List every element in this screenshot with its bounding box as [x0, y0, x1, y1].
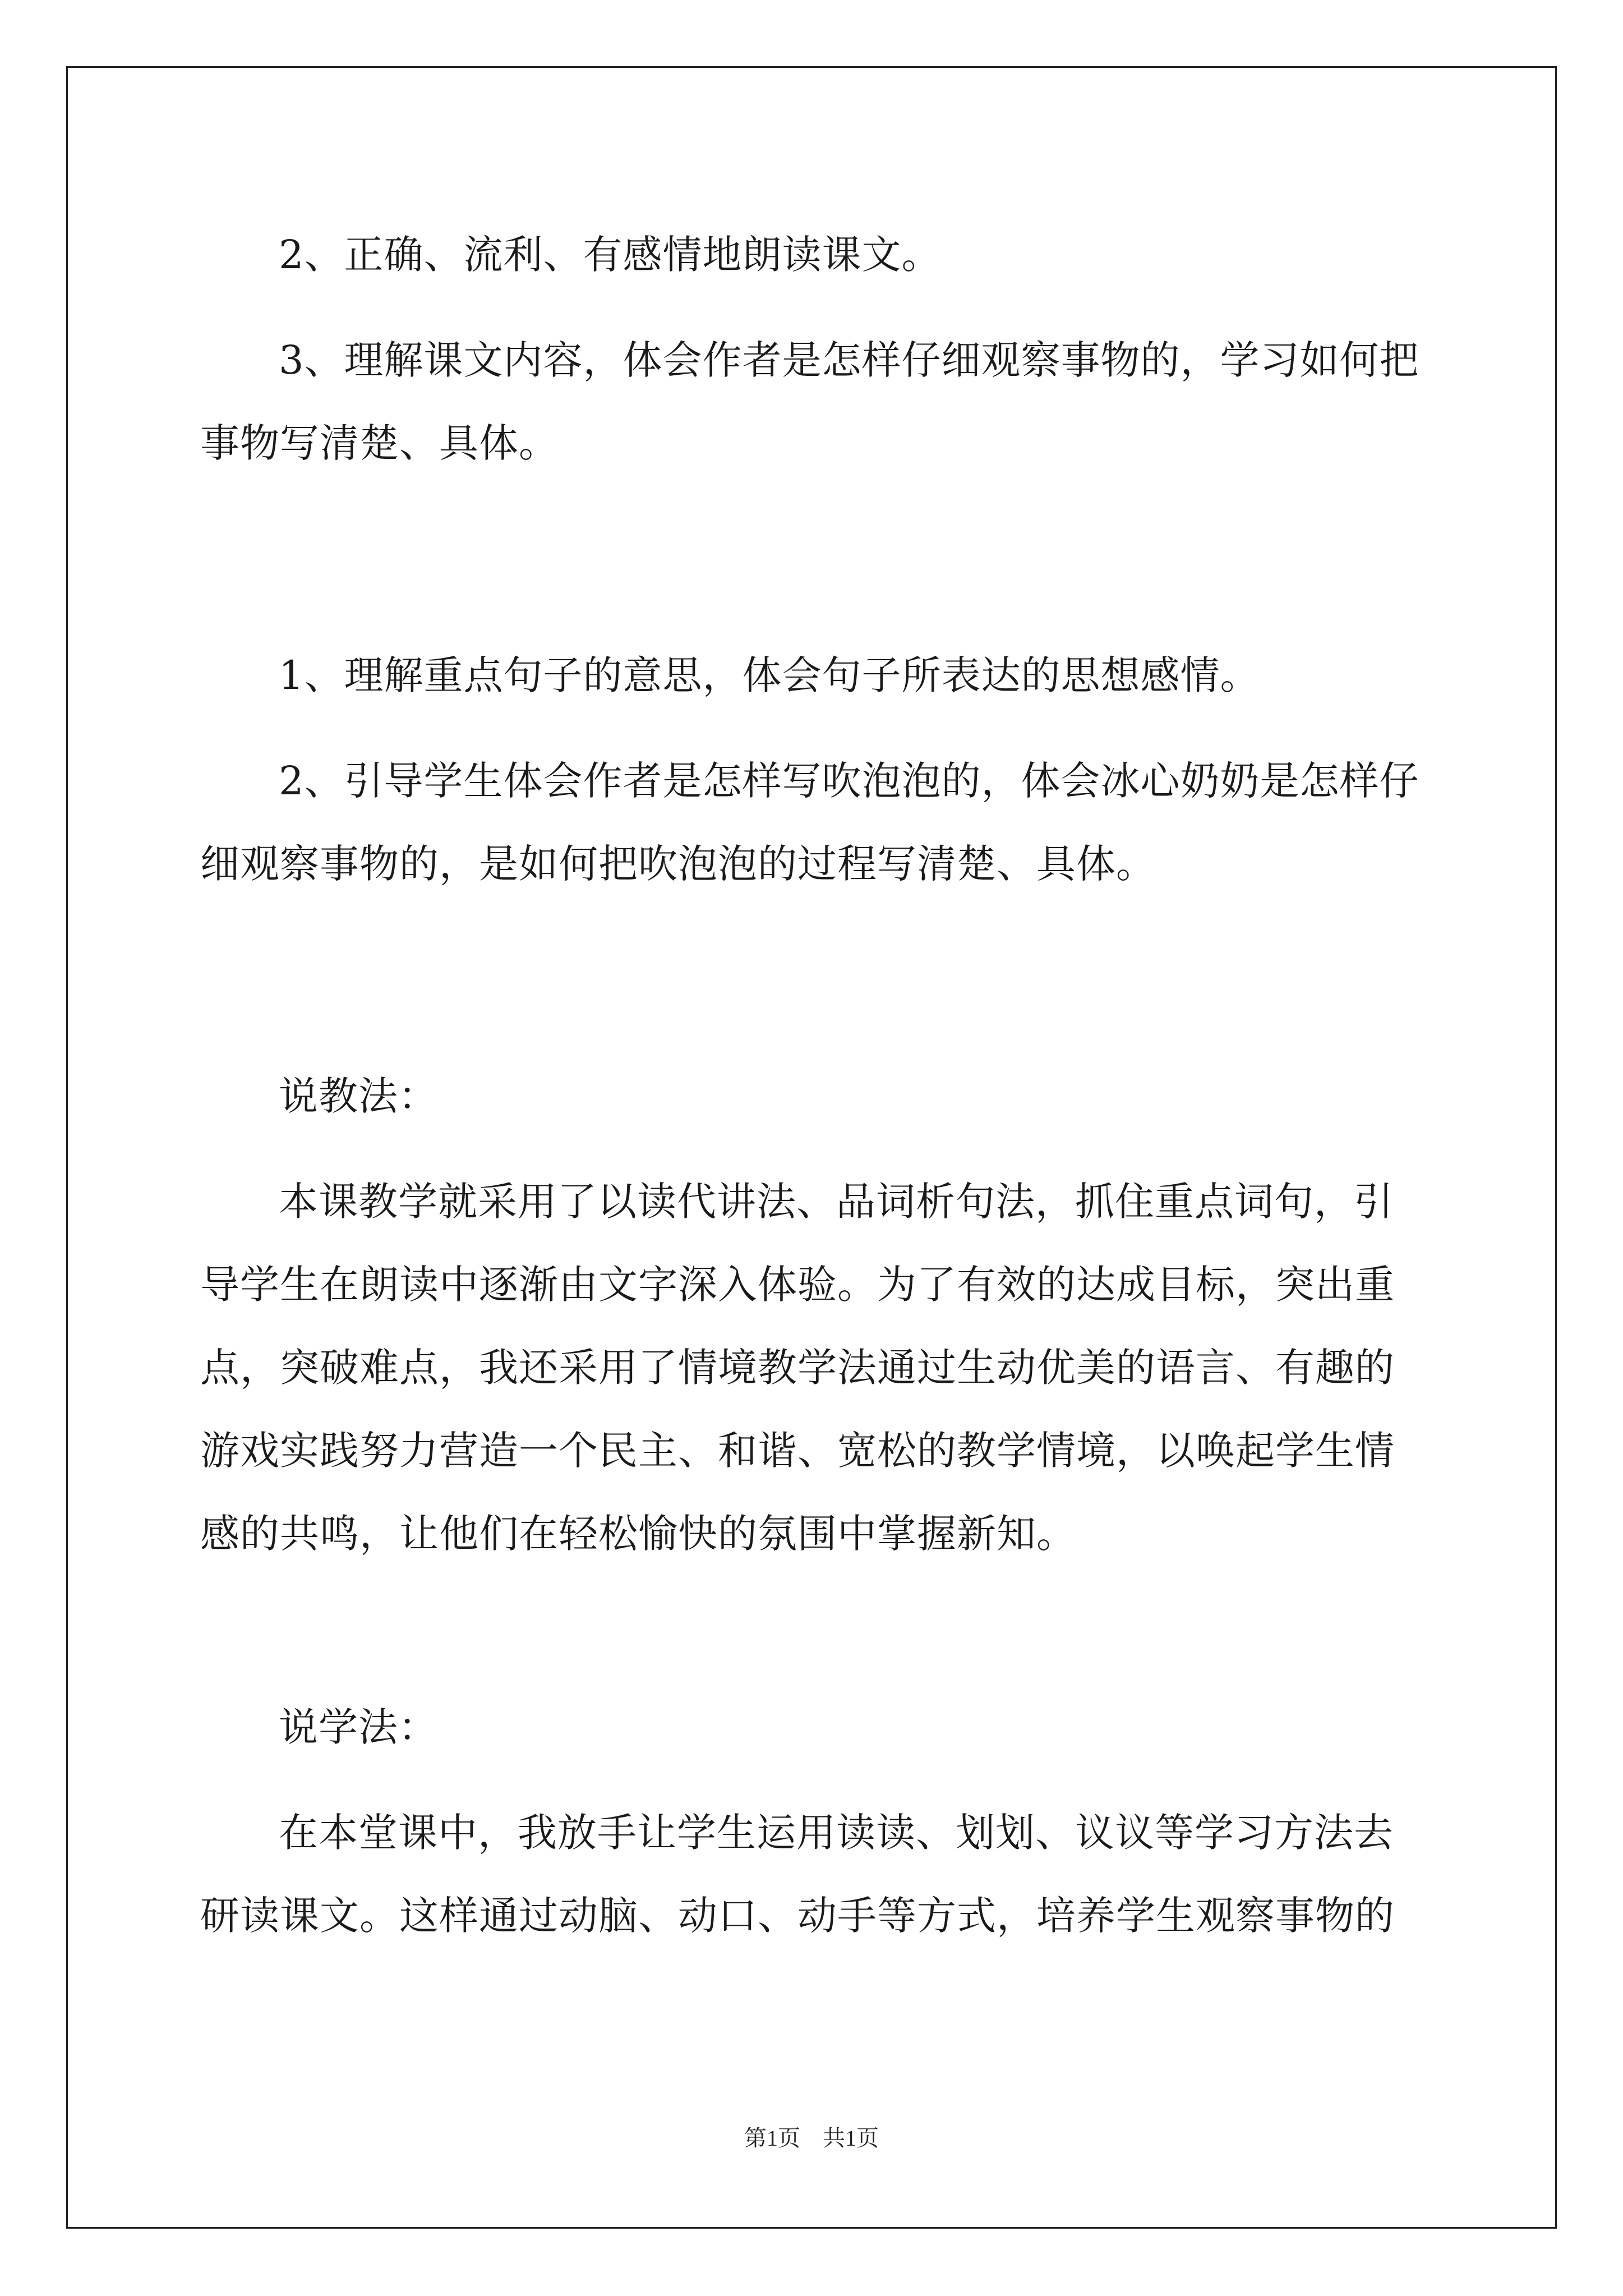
- text-line: 游戏实践努力营造一个民主、和谐、宽松的教学情境，以唤起学生情: [200, 1428, 1395, 1474]
- section-heading-teaching-method: [200, 1055, 1434, 1138]
- text-line: 研读课文。这样通过动脑、动口、动手等方式，培养学生观察事物的: [200, 1893, 1395, 1939]
- text-line: 2、正确、流利、有感情地朗读课文。: [279, 232, 942, 278]
- text-line: 感的共鸣，让他们在轻松愉快的氛围中掌握新知。: [200, 1511, 1076, 1557]
- text-line: 本课教学就采用了以读代讲法、品词析句法，抓住重点词句，引: [279, 1179, 1394, 1225]
- paragraph-study-method: [200, 1791, 1434, 1957]
- text-line: 事物写清楚、具体。: [200, 420, 559, 466]
- text-line: 细观察事物的，是如何把吹泡泡的过程写清楚、具体。: [200, 841, 1156, 887]
- text-line: 在本堂课中，我放手让学生运用读读、划划、议议等学习方法去: [279, 1810, 1394, 1856]
- text-line: 说学法：: [279, 1704, 438, 1750]
- paragraph-key-1: [200, 634, 1434, 717]
- text-line: 3、理解课文内容，体会作者是怎样仔细观察事物的，学习如何把: [279, 337, 1419, 383]
- paragraph-goal-2: [200, 213, 1434, 296]
- text-line: 1、理解重点句子的意思，体会句子所表达的思想感情。: [279, 652, 1260, 698]
- paragraph-goal-3: [200, 319, 1434, 485]
- text-line: 点，突破难点，我还采用了情境教学法通过生动优美的语言、有趣的: [200, 1345, 1395, 1391]
- text-line: 2、引导学生体会作者是怎样写吹泡泡的，体会冰心奶奶是怎样仔: [279, 758, 1419, 804]
- text-line: 说教法：: [279, 1073, 438, 1119]
- section-heading-study-method: [200, 1686, 1434, 1769]
- text-line: 导学生在朗读中逐渐由文字深入体验。为了有效的达成目标，突出重: [200, 1262, 1395, 1308]
- paragraph-teaching-method: [200, 1160, 1434, 1575]
- page-number: 第1页 共1页: [744, 2125, 879, 2151]
- paragraph-key-2: [200, 739, 1434, 905]
